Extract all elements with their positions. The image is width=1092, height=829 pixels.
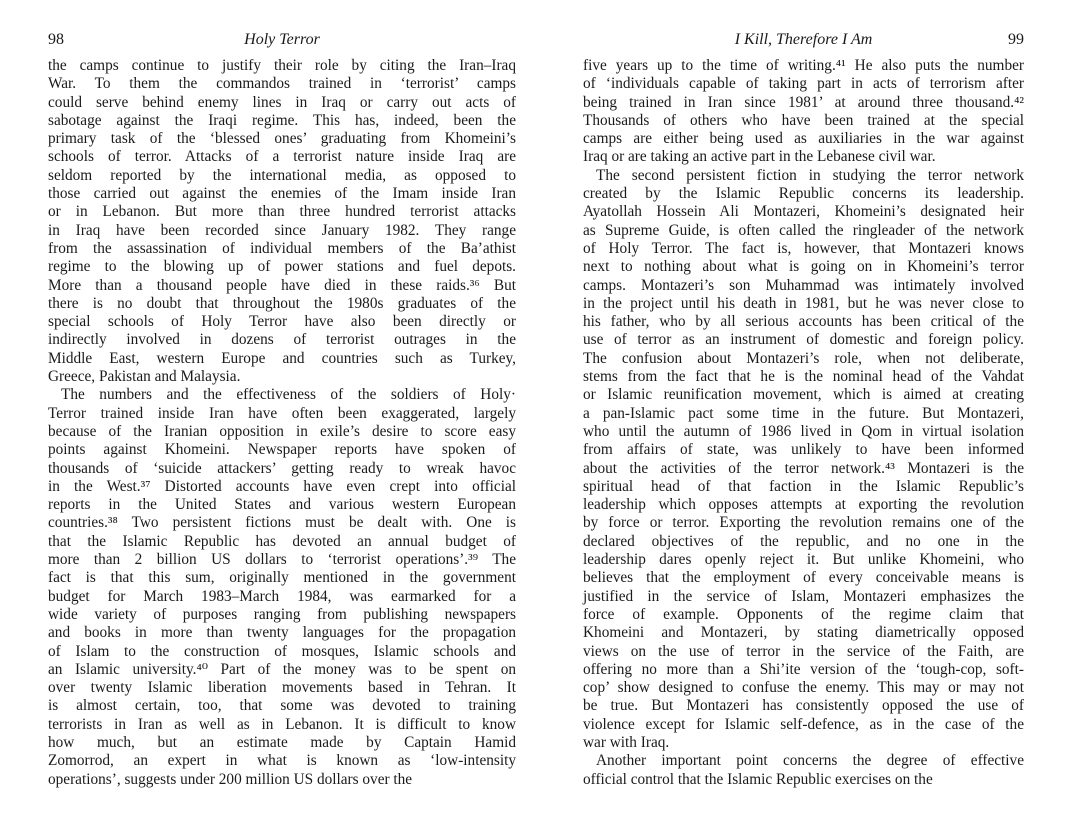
text-line: Thousands of others who have been trained at the special [583, 111, 1024, 129]
text-line: as Supreme Guide, is often called the ringleader of the network [583, 221, 1024, 239]
text-line: being trained in Iran since 1981’ at around three thousand.⁴² [583, 93, 1024, 111]
right-page-header [583, 30, 1024, 52]
text-line: leadership dares openly reject it. But unlike Khomeini, who [583, 551, 1024, 569]
text-line: points against Khomeini. Newspaper reports have spoken of [48, 441, 516, 459]
text-line: fact is that this sum, originally mentioned in the government [48, 569, 516, 587]
text-line: Terror trained inside Iran have often been exaggerated, largely [48, 404, 516, 422]
text-line: terrorists in Iran as well as in Lebanon. It is difficult to know [48, 715, 516, 733]
text-line: schools of terror. Attacks of a terrorist nature inside Iraq are [48, 148, 516, 166]
text-line: regime to the blowing up of power stations and fuel depots. [48, 258, 516, 276]
text-line: his father, who by all serious accounts has been critical of the [583, 313, 1024, 331]
text-line: five years up to the time of writing.⁴¹ He also puts the number [583, 57, 1024, 74]
left-page-header [48, 30, 516, 52]
text-line: budget for March 1983–March 1984, was earmarked for a [48, 587, 516, 605]
text-line: those carried out against the enemies of the Imam inside Iran [48, 185, 516, 203]
text-line: stems from the fact that he is the nominal head of the Vahdat [583, 368, 1024, 386]
text-line: in the project until his death in 1981, but he was never close to [583, 294, 1024, 312]
text-line: Zomorrod, an expert in what is known as ‘low-intensity [48, 752, 516, 770]
text-line: camps are either being used as auxiliaries in the war against [583, 130, 1024, 148]
text-line: The numbers and the effectiveness of the soldiers of Holy· [61, 386, 516, 404]
text-line: created by the Islamic Republic concerns its leadership. [583, 185, 1024, 203]
text-line: spiritual head of that faction in the Islamic Republic’s [583, 477, 1024, 495]
text-line: The confusion about Montazeri’s role, when not deliberate, [583, 349, 1024, 367]
text-line: of ‘individuals capable of taking part in acts of terrorism after [583, 75, 1024, 93]
text-line: who until the autumn of 1986 lived in Qom in virtual isolation [583, 422, 1024, 440]
text-line: justified in the service of Islam, Montazeri emphasizes the [583, 587, 1024, 605]
text-line: a pan-Islamic pact some time in the future. But Montazeri, [583, 404, 1024, 422]
text-line: indirectly involved in dozens of terrorist outrages in the [48, 331, 516, 349]
text-line: or Islamic reunification movement, which is aimed at creating [583, 386, 1024, 404]
text-line: leadership which opposes attempts at exporting the revolution [583, 496, 1024, 514]
left-page [48, 30, 516, 789]
text-line: Another important point concerns the degree of effective [596, 752, 1024, 770]
text-line: the camps continue to justify their role by citing the Iran–Iraq [48, 57, 516, 74]
left-page-number: 98 [48, 31, 64, 48]
text-line: could serve behind enemy lines in Iraq or carry out acts of [48, 93, 516, 111]
text-line: reports in the United States and various western European [48, 496, 516, 514]
text-line: an Islamic university.⁴⁰ Part of the money was to be spent on [48, 660, 516, 678]
text-line: by force or terror. Exporting the revolution remains one of the [583, 514, 1024, 532]
right-page-body [583, 57, 1024, 789]
text-line: war with Iraq. [583, 733, 670, 751]
text-line: of Islam to the construction of mosques, Islamic schools and [48, 642, 516, 660]
text-line: operations’, suggests under 200 million US dollars over the [48, 770, 413, 788]
text-line: how much, but an estimate made by Captain Hamid [48, 733, 516, 751]
text-line: official control that the Islamic Republic exercises on the [583, 770, 933, 788]
text-line: from affairs of state, was unlikely to have been informed [583, 441, 1024, 459]
text-line: countries.³⁸ Two persistent fictions must be dealt with. One is [48, 514, 516, 532]
text-line: use of terror as an instrument of domestic and foreign policy. [583, 331, 1024, 349]
left-running-head: Holy Terror [244, 31, 320, 48]
text-line: wide variety of purposes ranging from publishing newspapers [48, 605, 516, 623]
text-line: that the Islamic Republic has devoted an annual budget of [48, 532, 516, 550]
text-line: in Iraq have been recorded since January 1982. They range [48, 221, 516, 239]
text-line: primary task of the ‘blessed ones’ graduating from Khomeini’s [48, 130, 516, 148]
text-line: War. To them the commandos trained in ‘terrorist’ camps [48, 75, 516, 93]
right-page [583, 30, 1024, 789]
text-line: cop’ show designed to confuse the enemy. This may or may not [583, 679, 1024, 697]
text-line: sabotage against the Iraqi regime. This has, indeed, been the [48, 111, 516, 129]
text-line: special schools of Holy Terror have also been directly or [48, 313, 516, 331]
text-line: violence except for Islamic self-defence, as in the case of the [583, 715, 1024, 733]
text-line: More than a thousand people have died in these raids.³⁶ But [48, 276, 516, 294]
text-line: or in Lebanon. But more than three hundred terrorist attacks [48, 203, 516, 221]
text-line: is almost certain, too, that some was devoted to training [48, 697, 516, 715]
text-line: thousands of ‘suicide attackers’ getting ready to wreak havoc [48, 459, 516, 477]
text-line: of Holy Terror. The fact is, however, that Montazeri knows [583, 239, 1024, 257]
text-line: Greece, Pakistan and Malaysia. [48, 368, 241, 386]
text-line: believes that the employment of every conceivable means is [583, 569, 1024, 587]
text-line: over twenty Islamic liberation movements based in Tehran. It [48, 679, 516, 697]
text-line: Khomeini and Montazeri, by stating diametrically opposed [583, 624, 1024, 642]
text-line: Iraq or are taking an active part in the Lebanese civil war. [583, 148, 936, 166]
right-running-head: I Kill, Therefore I Am [734, 31, 873, 48]
text-line: from the assassination of individual members of the Ba’athist [48, 239, 516, 257]
text-line: because of the Iranian opposition in exile’s desire to score easy [48, 422, 516, 440]
right-page-number: 99 [1008, 31, 1024, 48]
text-line: next to nothing about what is going on in Khomeini’s terror [583, 258, 1024, 276]
text-line: declared objectives of the republic, and no one in the [583, 532, 1024, 550]
text-line: Middle East, western Europe and countries such as Turkey, [48, 349, 516, 367]
text-line: force of example. Opponents of the regime claim that [583, 605, 1024, 623]
text-line: camps. Montazeri’s son Muhammad was intimately involved [583, 276, 1024, 294]
text-line: views on the use of terror in the service of the Faith, are [583, 642, 1024, 660]
text-line: Ayatollah Hossein Ali Montazeri, Khomeini’s designated heir [583, 203, 1024, 221]
text-line: seldom reported by the international media, as opposed to [48, 166, 516, 184]
text-line: offering no more than a Shi’ite version of the ‘tough-cop, soft- [583, 660, 1024, 678]
text-line: be true. But Montazeri has consistently opposed the use of [583, 697, 1024, 715]
text-line: about the activities of the terror network.⁴³ Montazeri is the [583, 459, 1024, 477]
text-line: more than 2 billion US dollars to ‘terrorist operations’.³⁹ The [48, 551, 516, 569]
text-line: there is no doubt that throughout the 1980s graduates of the [48, 294, 516, 312]
text-line: and books in more than twenty languages for the propagation [48, 624, 516, 642]
left-page-body [48, 57, 516, 789]
text-line: The second persistent fiction in studying the terror network [596, 166, 1024, 184]
text-line: in the West.³⁷ Distorted accounts have even crept into official [48, 477, 516, 495]
